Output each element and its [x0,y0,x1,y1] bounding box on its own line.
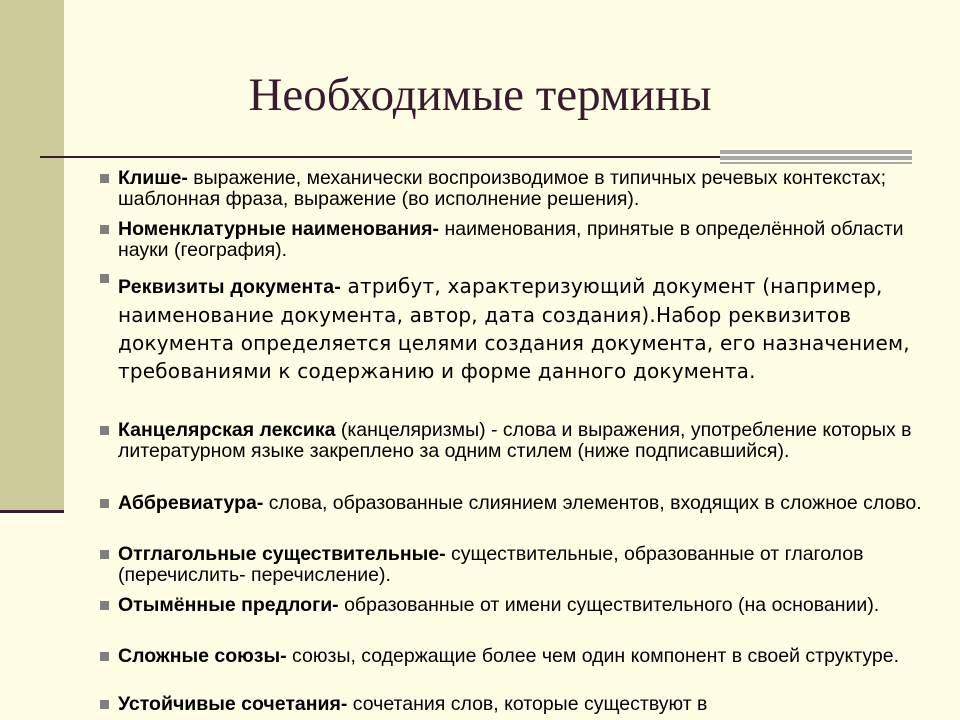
term-definition: слова, образованные слиянием элементов, входящих в сложное слово. [263,492,922,514]
bullet-square-icon [100,225,109,234]
bullet-square-icon [100,652,109,661]
bullet-square-icon [100,700,109,709]
slide-title: Необходимые термины [248,69,712,121]
term-name: Аббревиатура- [118,492,264,514]
bullet-square-icon [100,601,109,610]
term-name: Отглагольные существительные- [118,543,446,565]
term-name: Устойчивые сочетания- [118,693,348,715]
term-name: Клише- [118,167,188,189]
term-text [118,168,930,210]
term-definition: наименования, принятые в определённой области науки (география). [118,218,904,261]
term-definition: союзы, содержащие более чем один компонент в своей структуре. [286,645,900,667]
term-definition: (канцеляризмы) - слова и выражения, употребление которых в литературном языке закреплено за одним стилем (ниже подписавшийся). [118,419,912,462]
term-definition: выражение, механически воспроизводимое в типичных речевых контекстах; шаблонная фраза, выражение (во исполнение решения). [118,167,887,210]
term-name: Сложные союзы- [118,645,287,667]
term-definition: сочетания слов, которые существуют в [347,693,708,715]
bullet-square-icon [100,274,109,283]
term-text [118,646,930,667]
term-text [118,219,930,261]
term-text [118,493,930,514]
bullet-square-icon [100,426,109,435]
term-text [118,694,930,715]
term-name: Канцелярская лексика [118,419,336,441]
bullet-square-icon [100,550,109,559]
term-name: Отымённые предлоги- [118,594,339,616]
term-text [118,544,930,586]
term-name: Номенклатурные наименования- [118,218,440,240]
term-definition: образованные от имени существительного (на основании). [338,594,880,616]
term-text [118,595,930,616]
term-text [118,420,930,462]
term-definition: существительные, образованные от глаголов (перечислить- перечисление). [118,543,864,586]
term-definition: атрибут, характеризующий документ (например, наименование документа, автор, дата создания).Набор реквизитов документа определяется целями создания документа, его назначением, требованиями к содержанию и форме данного документа. [118,274,910,383]
bullet-square-icon [100,499,109,508]
term-name: Реквизиты документа- [118,276,341,298]
term-text [118,272,930,385]
bullet-square-icon [100,174,109,183]
